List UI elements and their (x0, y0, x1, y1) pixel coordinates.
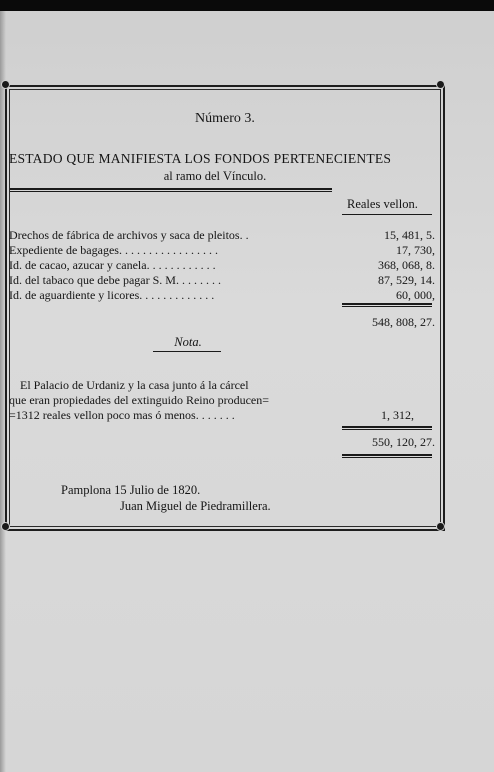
border-corner-ornament-icon (436, 80, 445, 89)
table-row-label: Expediente de bagages. . . . . . . . . . . . . . . . . (9, 243, 218, 257)
column-header-reales-vellon: Reales vellon. (347, 197, 418, 211)
border-corner-ornament-icon (436, 522, 445, 531)
column-header-underline (342, 214, 432, 215)
nota-line: que eran propiedades del extinguido Reino producen= (9, 393, 270, 407)
subtotal-rule (342, 303, 432, 305)
document-heading: ESTADO QUE MANIFIESTA LOS FONDOS PERTENECIENTES (9, 151, 392, 166)
table-row-value: 60, 000, (396, 288, 435, 302)
table-row-label: Drechos de fábrica de archivos y saca de pleitos. . (9, 228, 249, 242)
table-row-value: 15, 481, 5. (384, 228, 435, 242)
nota-line: El Palacio de Urdaniz y la casa junto á la cárcel (20, 378, 249, 392)
table-row-label: Id. del tabaco que debe pagar S. M. . . . . . . . (9, 273, 221, 287)
nota-line: =1312 reales vellon poco mas ó menos. . . . . . . (9, 408, 235, 422)
total-value: 550, 120, 27. (372, 435, 435, 449)
table-row-label: Id. de cacao, azucar y canela. . . . . . . . . . . . (9, 258, 216, 272)
nota-value: 1, 312, (381, 408, 414, 422)
heading-divider-thin (10, 191, 332, 192)
subtotal-rule-thin (342, 306, 432, 307)
place-and-date: Pamplona 15 Julio de 1820. (61, 483, 201, 497)
border-corner-ornament-icon (1, 522, 10, 531)
table-row-value: 368, 068, 8. (378, 258, 435, 272)
table-row-value: 17, 730, (396, 243, 435, 257)
total-double-rule (342, 454, 432, 456)
nota-title: Nota. (174, 335, 202, 349)
heading-divider (10, 188, 332, 190)
total-double-rule-thin (342, 457, 432, 458)
page-top-edge (0, 0, 494, 11)
nota-underline (153, 351, 221, 352)
total-rule-thin (342, 429, 432, 430)
table-row-value: 87, 529, 14. (378, 273, 435, 287)
document-number: Número 3. (195, 111, 255, 126)
total-rule (342, 426, 432, 428)
document-subheading: al ramo del Vínculo. (163, 169, 267, 183)
subtotal-value: 548, 808, 27. (372, 315, 435, 329)
signer-name: Juan Miguel de Piedramillera. (120, 499, 271, 513)
table-row-label: Id. de aguardiente y licores. . . . . . . . . . . . . (9, 288, 215, 302)
border-corner-ornament-icon (1, 80, 10, 89)
